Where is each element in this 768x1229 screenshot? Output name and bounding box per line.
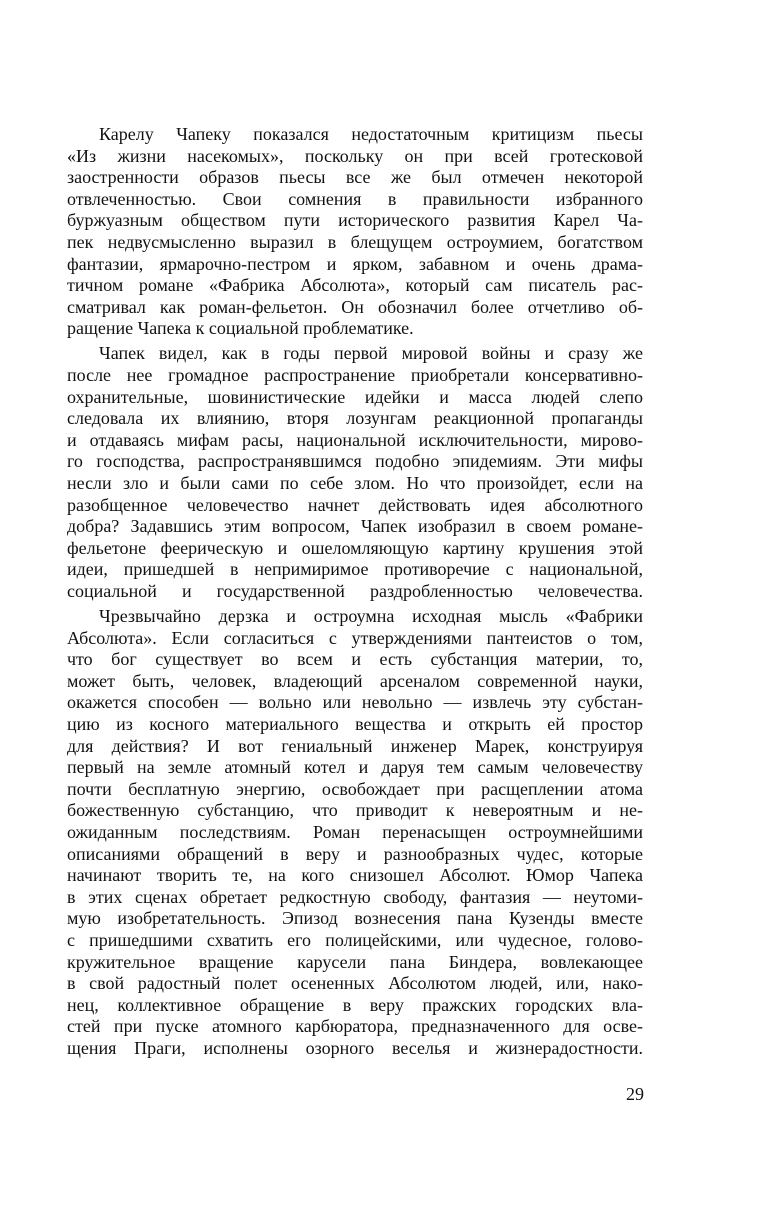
text-line: мую изобретательность. Эпизод вознесения пана Кузенды вместе xyxy=(67,908,643,929)
paragraph-1 xyxy=(67,124,643,340)
text-line: что бог существует во всем и есть субстанция материи, то, xyxy=(67,649,643,670)
text-line: фантазии, ярмарочно-пестром и ярком, забавном и очень драма- xyxy=(67,253,643,274)
text-line: после нее громадное распространение приобретали консервативно- xyxy=(67,365,643,386)
page-body xyxy=(67,124,643,1063)
text-line: окажется способен — вольно или невольно — извлечь эту субстан- xyxy=(67,692,643,713)
text-line: нец, коллективное обращение в веру пражских городских вла- xyxy=(67,994,643,1015)
text-line: в этих сценах обретает редкостную свободу, фантазия — неутоми- xyxy=(67,886,643,907)
text-line: с пришедшими схватить его полицейскими, или чудесное, голово- xyxy=(67,929,643,950)
paragraph-3 xyxy=(67,606,643,1059)
text-line: для действия? И вот гениальный инженер Марек, конструируя xyxy=(67,735,643,756)
page-number: 29 xyxy=(626,1084,644,1104)
text-line: тичном романе «Фабрика Абсолюта», который сам писатель рас- xyxy=(67,275,643,296)
text-line: го господства, распространявшимся подобно эпидемиям. Эти мифы xyxy=(67,451,643,472)
text-line: добра? Задавшись этим вопросом, Чапек изобразил в своем романе- xyxy=(67,516,643,537)
text-line: «Из жизни насекомых», поскольку он при всей гротесковой xyxy=(67,145,643,166)
text-line: ожиданным последствиям. Роман перенасыщен остроумнейшими xyxy=(67,822,643,842)
text-line: цию из косного материального вещества и открыть ей простор xyxy=(67,714,643,735)
text-line: Чрезвычайно дерзка и остроумна исходная мысль «Фабрики xyxy=(99,606,643,627)
text-line: охранительные, шовинистические идейки и масса людей слепо xyxy=(67,386,643,407)
text-line: описаниями обращений в веру и разнообразных чудес, которые xyxy=(67,843,643,864)
text-line: сматривал как роман-фельетон. Он обозначил более отчетливо об- xyxy=(67,296,643,317)
text-line: Чапек видел, как в годы первой мировой войны и сразу же xyxy=(99,343,643,364)
paragraph-2 xyxy=(67,343,643,602)
text-line: Карелу Чапеку показался недостаточным критицизм пьесы xyxy=(99,124,643,144)
text-line: стей при пуске атомного карбюратора, предназначенного для осве- xyxy=(67,1016,643,1037)
text-line: идеи, пришедшей в непримиримое противоречие с национальной, xyxy=(67,559,643,580)
text-line: следовала их влиянию, вторя лозунгам реакционной пропаганды xyxy=(67,408,643,429)
text-line: несли зло и были сами по себе злом. Но что произойдет, если на xyxy=(67,473,643,493)
text-line: отвлеченностью. Свои сомнения в правильности избранного xyxy=(67,188,643,209)
text-line: в свой радостный полет осененных Абсолютом людей, или, нако- xyxy=(67,973,643,994)
text-line: разобщенное человечество начнет действовать идея абсолютного xyxy=(67,494,643,515)
text-line: начинают творить те, на кого снизошел Абсолют. Юмор Чапека xyxy=(67,865,643,886)
text-line: заостренности образов пьесы все же был отмечен некоторой xyxy=(67,167,643,188)
text-line: буржуазным обществом пути исторического развития Карел Ча- xyxy=(67,210,643,231)
text-line: может быть, человек, владеющий арсеналом современной науки, xyxy=(67,670,643,691)
text-line: щения Праги, исполнены озорного веселья и жизнерадостности. xyxy=(67,1037,643,1058)
text-line: фельетоне феерическую и ошеломляющую картину крушения этой xyxy=(67,537,643,558)
text-line: пек недвусмысленно выразил в блещущем остроумием, богатством xyxy=(67,231,643,252)
text-line: божественную субстанцию, что приводит к невероятным и не- xyxy=(67,800,643,821)
text-line: ращение Чапека к социальной проблематике. xyxy=(67,318,414,339)
text-line: кружительное вращение карусели пана Биндера, вовлекающее xyxy=(67,951,643,972)
text-line: первый на земле атомный котел и даруя тем самым человечеству xyxy=(67,757,643,778)
text-line: Абсолюта». Если согласиться с утверждениями пантеистов о том, xyxy=(67,627,643,648)
text-line: и отдаваясь мифам расы, национальной исключительности, мирово- xyxy=(67,429,643,450)
text-line: социальной и государственной раздробленностью человечества. xyxy=(67,580,643,601)
text-line: почти бесплатную энергию, освобождает при расщеплении атома xyxy=(67,778,643,799)
